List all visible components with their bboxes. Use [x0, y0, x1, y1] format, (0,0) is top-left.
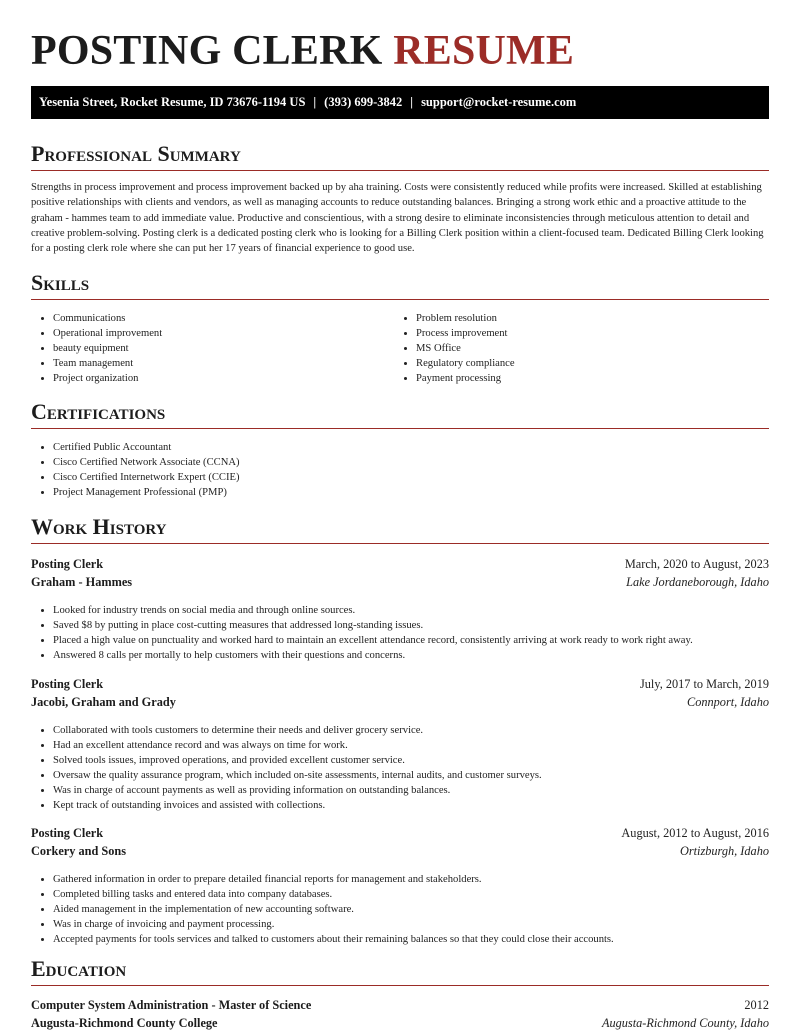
skill-item: • Project organization [53, 371, 391, 386]
job-bullet: • Placed a high value on punctuality and worked hard to maintain an excellent attendance record, consistently arriving at work ready to work right away. [53, 633, 769, 648]
certifications-heading: Certifications [31, 399, 769, 429]
skill-item: • Communications [53, 311, 391, 326]
job-title: Posting Clerk [31, 826, 104, 840]
job-dates: July, 2017 to March, 2019 [640, 677, 769, 691]
work-history-heading: Work History [31, 514, 769, 544]
job-bullet: • Kept track of outstanding invoices and assisted with collections. [53, 798, 769, 813]
skill-item: • beauty equipment [53, 341, 391, 356]
job-title: Posting Clerk [31, 557, 104, 571]
skill-item: • Problem resolution [416, 311, 764, 326]
skill-item: • Process improvement [416, 326, 764, 341]
education-degree: Computer System Administration - Master of Science [31, 998, 312, 1012]
skills-column-left [31, 311, 391, 386]
job-bullet: • Answered 8 calls per mortally to help customers with their questions and concerns. [53, 648, 769, 663]
job-bullet: • Oversaw the quality assurance program, which included on-site assessments, internal audits, and customer surveys. [53, 768, 769, 783]
job-title: Posting Clerk [31, 677, 104, 691]
job-bullet: • Solved tools issues, improved operations, and provided excellent customer service. [53, 753, 769, 768]
job-bullet: • Looked for industry trends on social media and through online sources. [53, 603, 769, 618]
job-company: Corkery and Sons [31, 844, 126, 858]
education-school: Augusta-Richmond County College [31, 1016, 218, 1030]
job-company: Graham - Hammes [31, 575, 133, 589]
skill-item: • Regulatory compliance [416, 356, 764, 371]
job-dates: March, 2020 to August, 2023 [624, 557, 769, 571]
contact-bar [31, 86, 769, 119]
job-bullet: • Had an excellent attendance record and was always on time for work. [53, 738, 769, 753]
summary-heading: Professional Summary [31, 141, 769, 171]
contact-separator: | [410, 95, 414, 109]
skill-item: • Operational improvement [53, 326, 391, 341]
job-entry [31, 824, 769, 947]
skills-column-right [394, 311, 764, 386]
certification-item: • Certified Public Accountant [53, 440, 769, 455]
resume-title [31, 28, 574, 74]
job-bullet: • Accepted payments for tools services and talked to customers about their remaining balances so that they could close their accounts. [53, 932, 769, 947]
job-bullet: • Completed billing tasks and entered data into company databases. [53, 887, 769, 902]
certification-item: • Cisco Certified Internetwork Expert (CCIE) [53, 470, 769, 485]
job-bullet: • Aided management in the implementation of new accounting software. [53, 902, 769, 917]
job-dates: August, 2012 to August, 2016 [621, 826, 769, 840]
education-year: 2012 [744, 998, 769, 1012]
skill-item: • Payment processing [416, 371, 764, 386]
education-entry [31, 996, 769, 1032]
job-location: Lake Jordaneborough, Idaho [626, 575, 769, 589]
certification-item: • Project Management Professional (PMP) [53, 485, 769, 500]
job-bullet: • Was in charge of invoicing and payment processing. [53, 917, 769, 932]
skills-heading: Skills [31, 270, 769, 300]
summary-text: Strengths in process improvement and process improvement backed up by aha training. Costs were consistently reduced while profits were increased. Skilled at establishing positive relationships with clients and vendors, as well as managing accounts to reduce outstanding balances. Bringing a strong work ethic and a proactive attitude to the graham - hammes team to add immediate value. Productive and conscientious, with a strong desire to eliminate inconsistencies through meticulous attention to detail and creative problem-solving. Posting clerk is a dedicated posting clerk who is looking for a Billing Clerk position within a client-focused team. Dedicated Billing Clerk looking for a posting clerk role where she can put her 17 years of financial experience to good use. [31, 182, 764, 255]
skill-item: • Team management [53, 356, 391, 371]
contact-phone: (393) 699-3842 [324, 95, 403, 109]
title-main: POSTING CLERK [31, 28, 383, 74]
job-bullet: • Saved $8 by putting in place cost-cutting measures that addressed long-standing issues. [53, 618, 769, 633]
job-bullet: • Collaborated with tools customers to determine their needs and deliver grocery service. [53, 723, 769, 738]
education-heading: Education [31, 956, 769, 986]
education-location: Augusta-Richmond County, Idaho [601, 1016, 769, 1030]
certifications-list [31, 440, 769, 500]
job-location: Connport, Idaho [687, 695, 769, 709]
title-accent: RESUME [393, 28, 575, 74]
contact-separator: | [313, 95, 317, 109]
job-company: Jacobi, Graham and Grady [31, 695, 176, 709]
job-entry [31, 555, 769, 663]
contact-address: Yesenia Street, Rocket Resume, ID 73676-1194 US [39, 95, 306, 109]
job-location: Ortizburgh, Idaho [679, 844, 769, 858]
contact-email[interactable]: support@rocket-resume.com [421, 95, 577, 109]
certification-item: • Cisco Certified Network Associate (CCNA) [53, 455, 769, 470]
skill-item: • MS Office [416, 341, 764, 356]
job-entry [31, 675, 769, 814]
job-bullet: • Was in charge of account payments as well as providing information on outstanding balances. [53, 783, 769, 798]
job-bullet: • Gathered information in order to prepare detailed financial reports for management and stakeholders. [53, 872, 769, 887]
